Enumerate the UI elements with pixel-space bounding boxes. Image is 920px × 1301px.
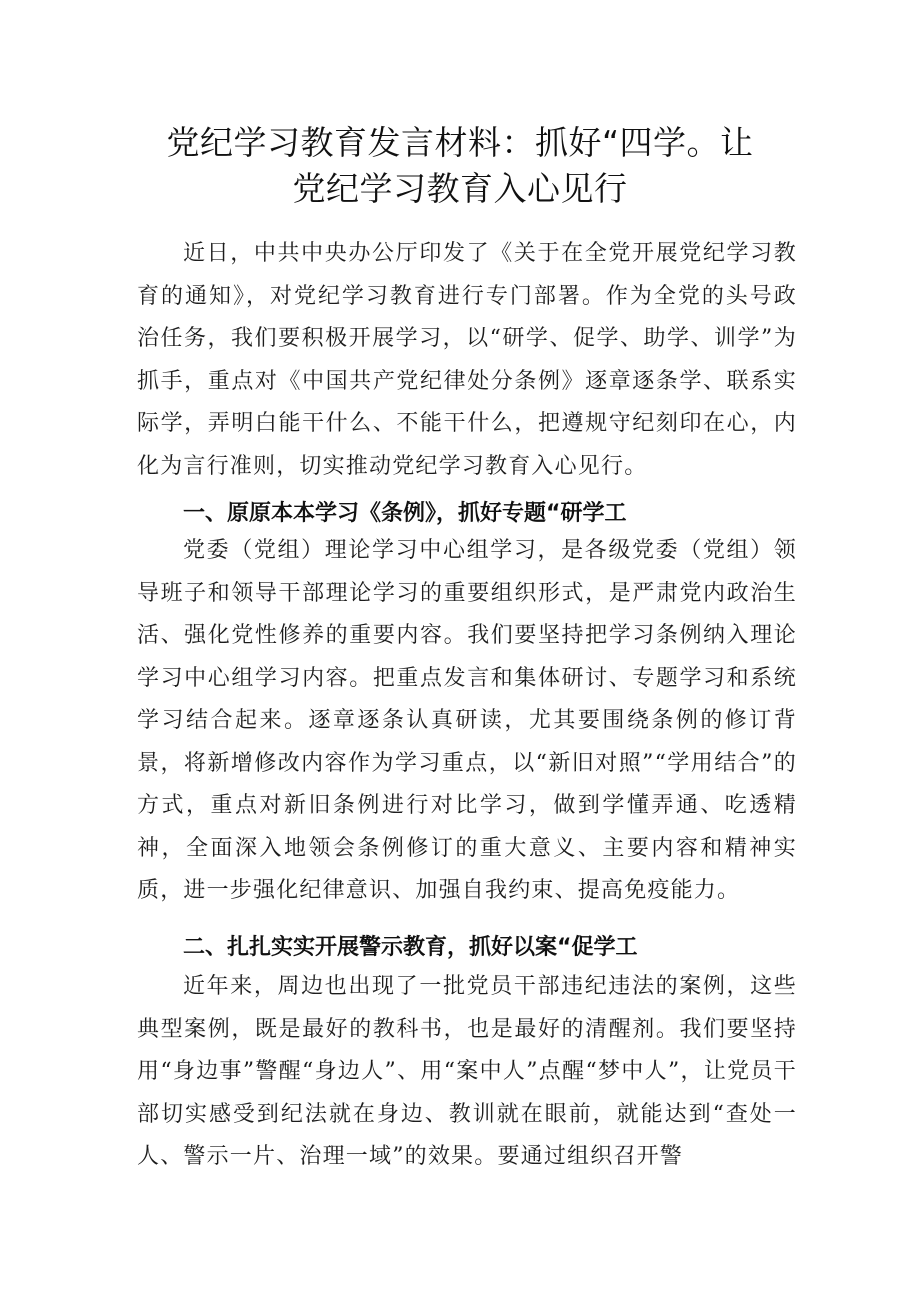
document-title-line-2: 党纪学习教育入心见行 [292,169,628,208]
section-heading-1: 一、原原本本学习《条例》，抓好专题“研学工 [183,501,627,526]
section-heading-2: 二、扎扎实实开展警示教育，抓好以案“促学工 [183,935,638,960]
intro-paragraph: 近日，中共中央办公厅印发了《关于在全党开展党纪学习教育的通知》，对党纪学习教育进行专门部署。作为全党的头号政治任务，我们要积极开展学习，以“研学、促学、助学、训学”为抓手，重点对《中国共产党纪律处分条例》逐章逐条学、联系实际学，弄明白能干什么、不能干什么，把遵规守纪刻印在心，内化为言行准则，切实推动党纪学习教育入心见行。 [137,241,797,479]
section-2-paragraph: 近年来，周边也出现了一批党员干部违纪违法的案例，这些典型案例，既是最好的教科书，也是最好的清醒剂。我们要坚持用“身边事”警醒“身边人”、用“案中人”点醒“梦中人”，让党员干部切实感受到纪法就在身边、教训就在眼前，就能达到“查处一人、警示一片、治理一域”的效果。要通过组织召开警 [137,974,797,1169]
section-1-paragraph: 党委（党组）理论学习中心组学习，是各级党委（党组）领导班子和领导干部理论学习的重要组织形式，是严肃党内政治生活、强化党性修养的重要内容。我们要坚持把学习条例纳入理论学习中心组学习内容。把重点发言和集体研讨、专题学习和系统学习结合起来。逐章逐条认真研读，尤其要围绕条例的修订背景，将新增修改内容作为学习重点，以“新旧对照”“学用结合”的方式，重点对新旧条例进行对比学习，做到学懂弄通、吃透精神，全面深入地领会条例修订的重大意义、主要内容和精神实质，进一步强化纪律意识、加强自我约束、提高免疫能力。 [137,538,797,903]
document-title-line-1: 党纪学习教育发言材料：抓好“四学。让 [166,123,754,162]
